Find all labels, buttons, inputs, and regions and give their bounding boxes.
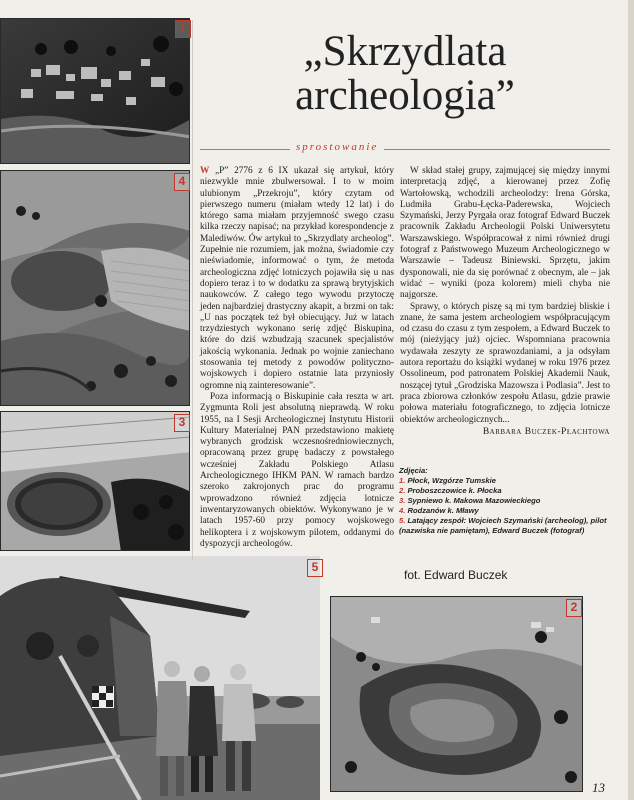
photo-rodzanow xyxy=(0,170,190,406)
column-2-paragraph-2: Sprawy, o których piszę są mi tym bardziej bliskie i znane, że sama jestem archeologiem współpracującym od czasu do czasu z tym zespołem, a Edward Buczek to mój (nieżyjący już) ojciec. Wspomniana pracownia wydawała zeszyty ze sprawozdaniami, a ja odsyłam autora reportażu do książki wydanej w roku 1976 przez Ossolineum, pod patronatem Polskiej Akademii Nauk, noszącej tytuł „Grodziska Mazowsza i Podlasia”. Jest to praca zbiorowa członków zespołu Atlasu, gdzie prawie połowa materiału fotograficznego, to zdjęcia lotnicze obiektów archeologicznych... xyxy=(400,301,610,425)
photo-number-4: 4 xyxy=(174,173,190,191)
photo-number-2: 2 xyxy=(566,599,582,617)
page-edge xyxy=(628,0,634,800)
article-subtitle: sprostowanie xyxy=(290,141,384,153)
caption-item: 1. Płock, Wzgórze Tumskie xyxy=(399,476,496,485)
title-line-2: archeologia” xyxy=(295,72,515,119)
title-line-1: „Skrzydlata xyxy=(303,28,507,75)
caption-item: 2. Proboszczowice k. Płocka xyxy=(399,486,502,495)
photo-sypniewo xyxy=(0,411,190,551)
gutter-divider xyxy=(192,20,193,560)
author-signature: Barbara Buczek-Płachtowa xyxy=(482,426,610,437)
photo-number-5: 5 xyxy=(307,559,323,577)
article-title xyxy=(200,30,610,118)
photo-proboszczowice-image xyxy=(331,597,583,792)
captions-heading: Zdjęcia: xyxy=(399,466,428,475)
photo-proboszczowice xyxy=(330,596,583,792)
photo-plock-image xyxy=(1,19,190,164)
column-1-paragraph-2: Poza informacją o Biskupinie cała reszta w art. Zygmunta Roli jest absolutną nieprawdą. W roku 1955, na I Sesji Archeologicznej Instytutu Historii Kultury Materialnej PAN przedstawiono makietę wybranych grodzisk wczesnośredniowiecznych, opracowaną przez grupę badaczy z powstałego wcześniej Zakładu Polskiego Atlasu Archeologicznego IHKM PAN. W ramach bardzo szeroko zakrojonych prac do programu wprowadzono również zdjęcia lotnicze inwentaryzowanych obiektów. Wykonywano je w latach 1957-60 przy pomocy wojskowego helikoptera i z wojskowym pilotem, oddanymi do dyspozycji archeologów. xyxy=(200,391,394,549)
caption-item: 4. Rodzanów k. Mławy xyxy=(399,506,479,515)
column-1-paragraph-1-text: „P” 2776 z 6 IX ukazał się artykuł, który niezwykle mnie zbulwersował. I to w moim ulubionym „Przekroju”, który czytam od pierwszego numeru (miałam wtedy 12 lat) i do którego sama miałam przyjemność swego czasu kilka rzeczy napisać; na przykład korespondencje z Malediwów. Ów artykuł to „Skrzydlaty archeolog”. Zupełnie nie rozumiem, jak można, świadomie czy nieświadomie, informować o tym, że metoda archeologiczna zdjęć lotniczych pojawiła się u nas dopiero teraz i to w dodatku za sprawą brytyjskich naukowców. Z całego tego wywodu przytoczę jeden najbardziej drastyczny akapit, a brzmi on tak: „U nas początek też był obiecujący. Już w latach trzydziestych wykonano serię zdjęć Biskupina, które do dziś wzbudzają szacunek specjalistów jakością wykonania. Jednak po wojnie zaniechano stosowania tej metody z powodów polityczno-wojskowych i dopiero ostatnie lata przyniosły ogromne nią zainteresowanie”. xyxy=(200,166,394,391)
page-number: 13 xyxy=(592,780,605,795)
drop-initial: W xyxy=(200,166,210,176)
caption-item: 3. Sypniewo k. Makowa Mazowieckiego xyxy=(399,496,541,505)
photo-sypniewo-image xyxy=(1,412,190,551)
photo-flying-team xyxy=(0,556,320,800)
photo-rodzanow-image xyxy=(1,171,190,406)
column-2-paragraph-1: W skład stałej grupy, zajmującej się między innymi interpretacją zdjęć, a kierowanej przez Zofię Wartołowską, wchodzili archeolodzy: Irena Górska, Ludmiła Grabu-Łęcka-Paderewska, Wojciech Szymański, Jerzy Pyrgała oraz fotograf Edward Buczek pracownik Zakładu Archeologii Polski Uniwersytetu Warszawskiego. Współpracował z nimi również drugi fotograf z Państwowego Muzeum Archeologicznego w Warszawie – Tadeusz Biniewski. Sprzętu, jakim dysponowali, nie da się porównać z obecnym, ale – jak widać – wyniki (poza kolorem) mieli chyba nie najgorsze. xyxy=(400,166,610,301)
photo-number-3: 3 xyxy=(174,414,190,432)
column-1-paragraph-1 xyxy=(200,166,394,392)
photo-plock-tumskie xyxy=(0,18,190,164)
text-column-1 xyxy=(200,166,394,550)
subtitle-rule xyxy=(200,149,610,150)
caption-item: 5. Latający zespół: Wojciech Szymański (archeolog), pilot (nazwiska nie pamiętam), Edward Buczek (fotograf) xyxy=(399,516,607,535)
text-column-2 xyxy=(400,166,610,438)
photo-captions xyxy=(399,466,609,536)
photo-number-1: 1 xyxy=(175,20,191,38)
photo-flying-team-image xyxy=(0,556,320,800)
photo-credit: fot. Edward Buczek xyxy=(404,568,508,582)
